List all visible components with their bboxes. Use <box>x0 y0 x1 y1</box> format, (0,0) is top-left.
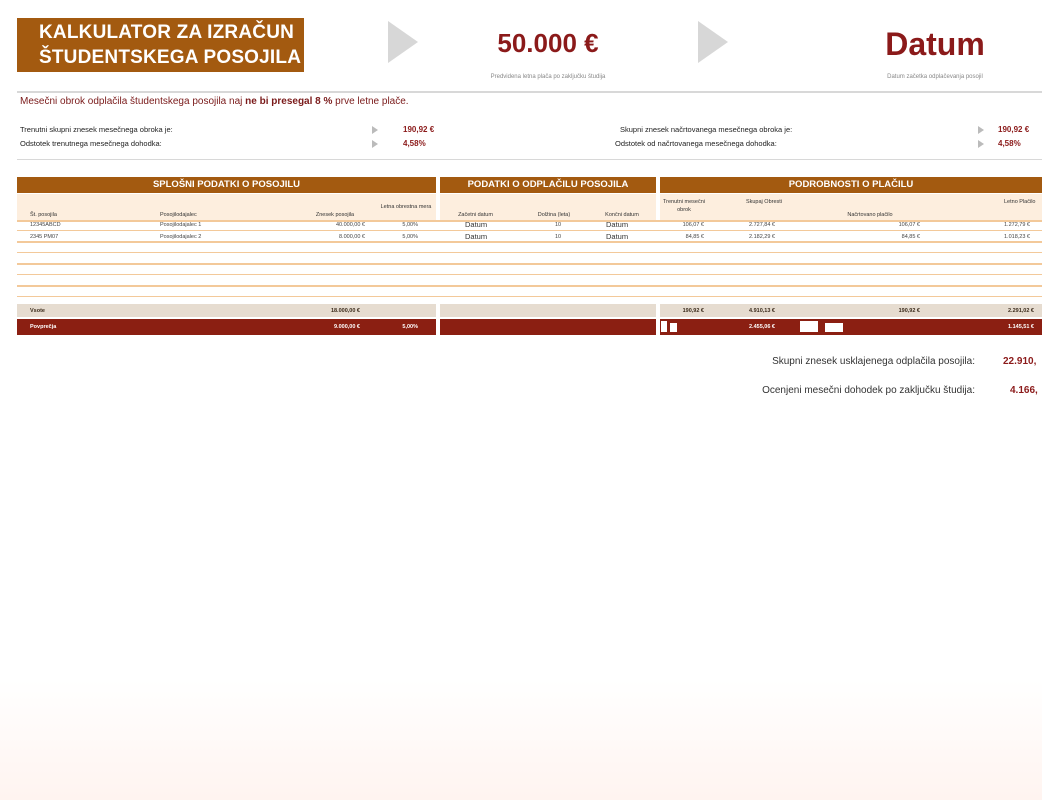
totals-label: Vsote <box>30 308 45 314</box>
col-planned: Načrtovano plačilo <box>847 212 893 218</box>
col-lender: Posojilodajalec <box>160 212 197 218</box>
pointer-icon <box>372 140 378 148</box>
row-divider <box>17 241 1042 243</box>
cell-block <box>670 323 677 332</box>
divider <box>17 159 1042 160</box>
row-divider <box>17 252 1042 253</box>
calculator-title <box>17 18 304 72</box>
averages-rate: 5,00% <box>402 324 418 330</box>
arrow-right-icon <box>388 21 418 63</box>
totals-planned: 190,92 € <box>898 308 920 314</box>
averages-amount: 9.000,00 € <box>334 324 360 330</box>
col-start: Začetni datum <box>458 212 493 218</box>
current-pct-label: Odstotek trenutnega mesečnega dohodka: <box>20 139 162 148</box>
pointer-icon <box>978 140 984 148</box>
col-rate: Letna obrestna mera <box>380 204 432 210</box>
title-line-2: ŠTUDENTSKEGA POSOJILA <box>39 47 302 68</box>
planned-pct-label: Odstotek od načrtovanega mesečnega dohodka: <box>615 139 777 148</box>
totals-row <box>440 304 656 317</box>
summary-total-value: 22.910, <box>1003 356 1037 367</box>
col-amount: Znesek posojila <box>315 212 355 218</box>
col-end: Končni datum <box>605 212 639 218</box>
averages-row <box>660 319 1042 335</box>
summary-total-label: Skupni znesek usklajenega odplačila posojila: <box>772 356 975 367</box>
col-loan-no: Št. posojila <box>30 212 57 218</box>
salary-value[interactable]: 50.000 € <box>497 28 599 58</box>
col-annual: Letno Plačilo <box>1004 199 1036 205</box>
row-divider <box>17 296 1042 297</box>
col-term: Dolžina (leta) <box>537 212 571 218</box>
totals-annual: 2.291,02 € <box>1008 308 1034 314</box>
totals-row <box>17 304 436 317</box>
general-columns <box>17 194 436 220</box>
cell-block <box>661 321 667 332</box>
salary-caption: Predvidena letna plača po zaključku študija <box>490 74 606 80</box>
date-value[interactable]: Datum <box>885 26 985 62</box>
cell-block <box>800 321 818 332</box>
date-caption: Datum začetka odplačevanja posojil <box>887 74 983 80</box>
pointer-icon <box>372 126 378 134</box>
cell-block <box>825 323 843 332</box>
averages-row <box>17 319 436 335</box>
row-divider <box>17 274 1042 275</box>
arrow-right-icon <box>698 21 728 63</box>
averages-interest: 2.455,06 € <box>749 324 775 330</box>
section-general: SPLOŠNI PODATKI O POSOJILU <box>17 177 436 193</box>
section-payment: PODROBNOSTI O PLAČILU <box>660 177 1042 193</box>
summary-income-label: Ocenjeni mesečni dohodek po zaključku študija: <box>762 385 975 396</box>
averages-annual: 1.145,51 € <box>1008 324 1034 330</box>
row-divider <box>17 230 1042 231</box>
col-total-interest: Skupaj Obresti <box>745 199 783 205</box>
totals-interest: 4.910,13 € <box>749 308 775 314</box>
current-total-label: Trenutni skupni znesek mesečnega obroka je: <box>20 125 173 134</box>
planned-total-value: 190,92 € <box>998 125 1030 134</box>
section-repayment: PODATKI O ODPLAČILU POSOJILA <box>440 177 656 193</box>
current-total-value: 190,92 € <box>403 125 435 134</box>
guideline-note: Mesečni obrok odplačila študentskega posojila naj ne bi presegal 8 % prve letne plače. <box>20 96 409 107</box>
summary-income-value: 4.166, <box>1010 385 1038 396</box>
planned-pct-value: 4,58% <box>998 139 1021 148</box>
averages-row <box>440 319 656 335</box>
divider <box>17 91 1042 93</box>
averages-label: Povprečja <box>30 324 57 330</box>
title-line-1: KALKULATOR ZA IZRAČUN <box>39 22 295 43</box>
pointer-icon <box>978 126 984 134</box>
row-divider <box>17 285 1042 287</box>
current-pct-value: 4,58% <box>403 139 426 148</box>
totals-row <box>660 304 1042 317</box>
col-current-monthly: Trenutni mesečni obrok <box>663 199 705 213</box>
totals-current-monthly: 190,92 € <box>682 308 704 314</box>
row-divider <box>17 263 1042 265</box>
planned-total-label: Skupni znesek načrtovanega mesečnega obroka je: <box>620 125 793 134</box>
totals-amount: 18.000,00 € <box>330 308 360 314</box>
